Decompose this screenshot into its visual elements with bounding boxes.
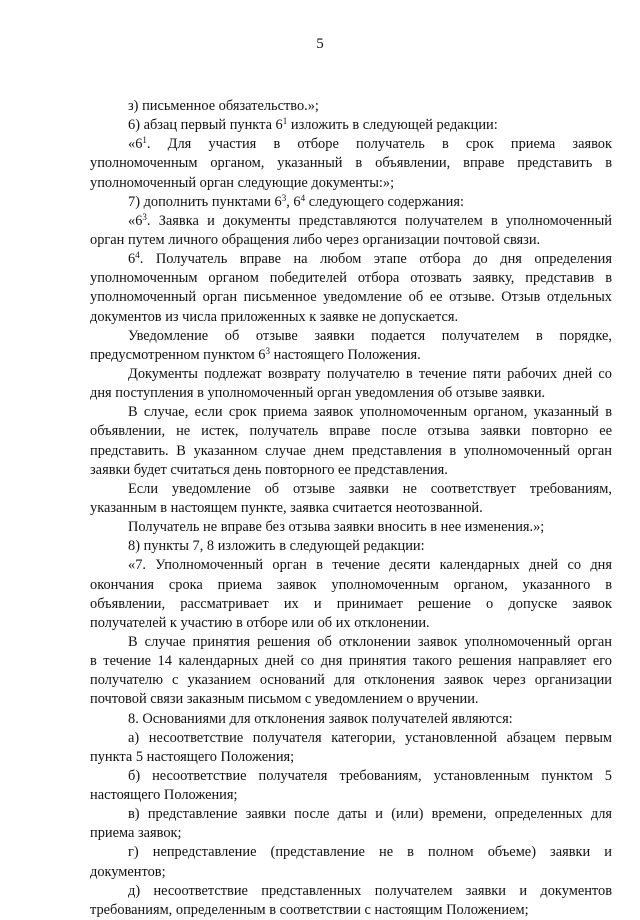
text-line: «7. Уполномоченный орган в течение десяти календарных дней со дня <box>128 557 612 574</box>
text-line: заявки будет считаться день повторного ее представления. <box>90 461 448 478</box>
text-line: получателей к участию в отборе или об их отклонении. <box>90 614 430 631</box>
text-line: б) несоответствие получателя требованиям, установленным пунктом 5 <box>128 767 612 784</box>
text-line: $6^4$. Получатель вправе на любом этапе отбора до дня определения <box>128 250 612 268</box>
text-line: г) непредставление (представление не в полном объеме) заявки и <box>128 844 612 861</box>
text-line: орган путем личного обращения либо через организации почтовой связи. <box>90 231 541 248</box>
text-line: в течение 14 календарных дней со дня принятия такого решения направляет его <box>90 653 612 670</box>
text-line: Если уведомление об отзыве заявки не соответствует требованиям, <box>128 480 612 497</box>
text-line: документов; <box>90 863 166 880</box>
text-line: а) несоответствие получателя категории, установленной абзацем первым <box>128 729 612 746</box>
text-line: 8. Основаниями для отклонения заявок получателей являются: <box>128 710 513 727</box>
document-body <box>90 97 612 920</box>
text-line: д) несоответствие представленных получателем заявки и документов <box>128 882 612 899</box>
text-line: приема заявок; <box>90 825 182 842</box>
text-line: предусмотренном пунктом $6^3$ настоящего Положения. <box>90 345 421 363</box>
text-line: в) представление заявки после даты и (или) времени, определенных для <box>128 806 612 823</box>
text-line: указанным в настоящем пункте, заявка считается неотозванной. <box>90 499 483 516</box>
text-line: настоящего Положения; <box>90 787 238 804</box>
text-line: пункта 5 настоящего Положения; <box>90 748 295 765</box>
text-line: уполномоченным органом победителей отбора отозвать заявку, представив в <box>90 270 612 287</box>
text-line: требованиям, определенным в соответствии с настоящим Положением; <box>90 901 529 918</box>
text-line: В случае, если срок приема заявок уполномоченным органом, указанный в <box>128 404 612 421</box>
text-line: почтовой связи заказным письмом с уведомлением о вручении. <box>90 691 479 708</box>
text-line: Уведомление об отзыве заявки подается получателем в порядке, <box>128 327 612 344</box>
text-line: з) письменное обязательство.»; <box>128 98 319 114</box>
text-line: «$6^1$. Для участия в отборе получатель в срок приема заявок <box>128 135 612 153</box>
text-line: объявлении, не истек, получатель вправе после отзыва заявки повторно ее <box>90 423 612 440</box>
text-line: Документы подлежат возврату получателю в течение пяти рабочих дней со <box>128 365 612 382</box>
text-line: 8) пункты 7, 8 изложить в следующей редакции: <box>128 538 425 555</box>
text-line: объявлении, рассматривает их и принимает решение о допуске заявок <box>90 595 612 612</box>
text-line: «$6^3$. Заявка и документы представляются получателем в уполномоченный <box>128 211 612 229</box>
text-line: 6) абзац первый пункта $6^1$ изложить в следующей редакции: <box>128 116 498 134</box>
text-line: получателю с указанием оснований для отклонения заявок через организации <box>90 672 612 689</box>
text-line: дня поступления в уполномоченный орган уведомления об отзыве заявки. <box>90 385 546 402</box>
text-line: уполномоченным органом, указанный в объявлении, вправе представить в <box>90 155 612 172</box>
text-line: уполномоченный орган письменное уведомление об ее отзыве. Отзыв отдельных <box>90 289 612 306</box>
text-line: В случае принятия решения об отклонении заявок уполномоченный орган <box>128 633 612 650</box>
text-line: уполномоченный орган следующие документы:»; <box>90 174 395 191</box>
text-line: документов из числа приложенных к заявке не допускается. <box>90 308 459 325</box>
text-line: 7) дополнить пунктами $6^3$, $6^4$ следующего содержания: <box>128 192 464 210</box>
text-line: окончания срока приема заявок уполномоченным органом, указанного в <box>90 576 612 593</box>
text-line: представить. В указанном случае днем представления в уполномоченный орган <box>90 442 612 459</box>
text-line: Получатель не вправе без отзыва заявки вносить в нее изменения.»; <box>128 519 545 536</box>
page-number: 5 <box>316 36 324 52</box>
